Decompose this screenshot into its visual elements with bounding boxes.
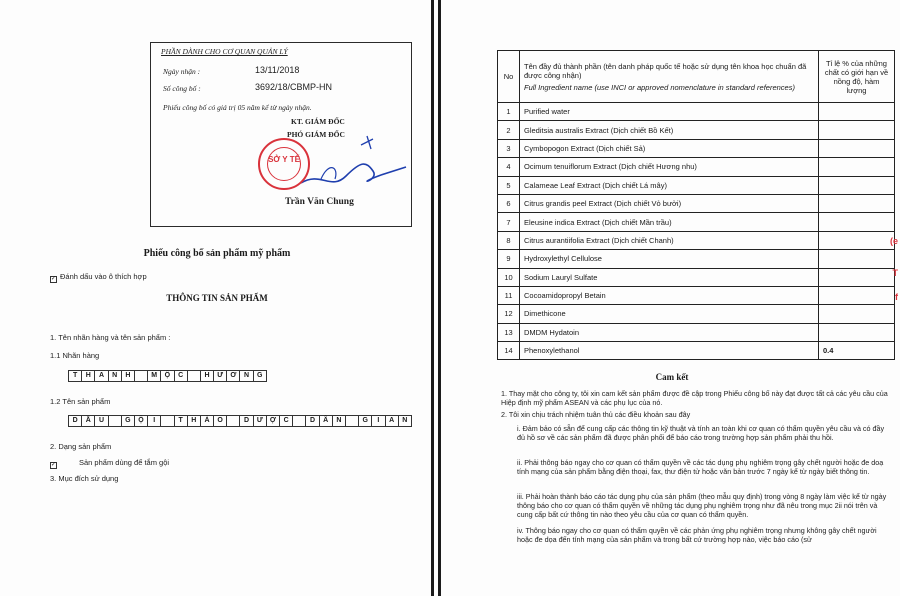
char-cell: Ơ bbox=[226, 370, 240, 382]
commitment-paragraph-1: 1. Thay mặt cho công ty, tôi xin cam kết sản phẩm được đề cập trong Phiếu công bố này đạt được tất cả các yêu cầu của Hiệp định mỹ phẩm ASEAN và các phụ lục của nó. bbox=[501, 389, 888, 407]
table-row bbox=[498, 158, 895, 176]
char-cell bbox=[292, 415, 306, 427]
red-seal-stamp bbox=[258, 138, 310, 190]
table-row bbox=[498, 121, 895, 139]
item-2-label: 2. Dạng sản phẩm bbox=[50, 442, 112, 451]
char-cell bbox=[134, 370, 148, 382]
char-cell: C bbox=[174, 370, 188, 382]
ingredients-body bbox=[498, 103, 895, 360]
char-cell: H bbox=[200, 370, 214, 382]
ingredient-number: 11 bbox=[498, 286, 520, 304]
ingredient-name: Hydroxylethyl Cellulose bbox=[520, 250, 819, 268]
commitment-item-iii: iii. Phải hoàn thành báo cáo tác dụng phụ của sản phẩm (theo mẫu quy định) trong vòng 8 ngày làm việc kể từ ngày thông báo cho cơ quan có thẩm quyền về những tác dụng phụ nghiêm trọng như đã nêu trong mục 2ii nói trên và cung cấp bất cứ thông tin nào theo yêu cầu của cơ quan có thẩm quyền. bbox=[517, 492, 887, 519]
char-cell: I bbox=[371, 415, 385, 427]
product-info-title: THÔNG TIN SẢN PHẨM bbox=[166, 293, 268, 303]
table-row bbox=[498, 323, 895, 341]
commitment-item-ii: ii. Phải thông báo ngay cho cơ quan có thẩm quyền về các tác dụng phụ nghiêm trọng gây chết người hoặc đe doạ tính mạng của sản phẩm bằng điện thoại, fax, thư điện tử hoặc văn bản trước 7 ngày kể từ ngày biết thông tin. bbox=[517, 458, 884, 476]
ingredient-name: Citrus aurantiifolia Extract (Dịch chiết Chanh) bbox=[520, 231, 819, 249]
table-header-row bbox=[498, 51, 895, 103]
char-cell: O bbox=[213, 415, 227, 427]
ingredient-number: 8 bbox=[498, 231, 520, 249]
table-row bbox=[498, 103, 895, 121]
table-row bbox=[498, 176, 895, 194]
ingredient-percentage bbox=[819, 176, 895, 194]
char-cell: Â bbox=[319, 415, 333, 427]
table-row bbox=[498, 231, 895, 249]
ingredient-number: 2 bbox=[498, 121, 520, 139]
ingredient-name: Phenoxylethanol bbox=[520, 342, 819, 360]
ingredient-name: Sodium Lauryl Sulfate bbox=[520, 268, 819, 286]
authority-header: PHẦN DÀNH CHO CƠ QUAN QUẢN LÝ bbox=[161, 47, 288, 56]
char-cell: C bbox=[279, 415, 293, 427]
table-row bbox=[498, 194, 895, 212]
char-cell: N bbox=[398, 415, 412, 427]
table-row bbox=[498, 139, 895, 157]
char-cell: M bbox=[147, 370, 161, 382]
ingredient-percentage bbox=[819, 194, 895, 212]
document-page-left bbox=[0, 0, 434, 596]
char-cell: H bbox=[81, 370, 95, 382]
ingredient-percentage bbox=[819, 250, 895, 268]
char-cell: N bbox=[332, 415, 346, 427]
char-cell: Ư bbox=[253, 415, 267, 427]
char-cell: Ư bbox=[213, 370, 227, 382]
ingredient-number: 4 bbox=[498, 158, 520, 176]
table-row bbox=[498, 286, 895, 304]
ingredient-percentage bbox=[819, 121, 895, 139]
signer-name: Trần Văn Chung bbox=[285, 197, 354, 207]
table-row bbox=[498, 250, 895, 268]
ingredient-percentage: 0.4 bbox=[819, 342, 895, 360]
char-cell: Ợ bbox=[266, 415, 280, 427]
table-row bbox=[498, 213, 895, 231]
char-cell: T bbox=[174, 415, 188, 427]
ingredient-name: Eleusine indica Extract (Dịch chiết Mần trầu) bbox=[520, 213, 819, 231]
authority-stamp-box bbox=[150, 42, 412, 227]
table-row bbox=[498, 268, 895, 286]
commitment-paragraph-2: 2. Tôi xin chịu trách nhiệm tuân thủ các điều khoản sau đây bbox=[501, 410, 691, 419]
char-cell bbox=[345, 415, 359, 427]
received-label: Ngày nhận : bbox=[163, 67, 201, 76]
ingredient-number: 7 bbox=[498, 213, 520, 231]
ingredient-number: 5 bbox=[498, 176, 520, 194]
char-cell: G bbox=[121, 415, 135, 427]
item-1-1-label: 1.1 Nhãn hàng bbox=[50, 351, 100, 360]
char-cell: T bbox=[68, 370, 82, 382]
char-cell: D bbox=[68, 415, 82, 427]
ingredient-number: 6 bbox=[498, 194, 520, 212]
brand-name-grid bbox=[68, 370, 266, 382]
char-cell: D bbox=[239, 415, 253, 427]
char-cell: A bbox=[385, 415, 399, 427]
announcement-number: 3692/18/CBMP-HN bbox=[255, 82, 333, 92]
char-cell bbox=[108, 415, 122, 427]
deputy-director-title: PHÓ GIÁM ĐỐC bbox=[287, 130, 345, 139]
header-no: No bbox=[498, 51, 520, 103]
char-cell: U bbox=[94, 415, 108, 427]
ingredient-percentage bbox=[819, 158, 895, 176]
ingredients-table bbox=[497, 50, 895, 360]
char-cell: N bbox=[108, 370, 122, 382]
commitment-item-i: i. Đảm bảo có sẵn để cung cấp các thông tin kỹ thuật và tính an toàn khi cơ quan có thẩm quyền yêu cầu và có đầy đủ hồ sơ về các sản phẩm đã được phân phối để báo cáo trong trường hợp sản phẩm phải thu hồi. bbox=[517, 424, 885, 442]
ingredient-name: Citrus grandis peel Extract (Dịch chiết Vỏ bưởi) bbox=[520, 194, 819, 212]
ingredient-name: Cymbopogon Extract (Dịch chiết Sả) bbox=[520, 139, 819, 157]
validity-note: Phiếu công bố có giá trị 05 năm kể từ ngày nhận. bbox=[163, 103, 312, 112]
char-cell bbox=[160, 415, 174, 427]
ingredient-name: Cocoamidopropyl Betain bbox=[520, 286, 819, 304]
char-cell: N bbox=[239, 370, 253, 382]
director-title: KT. GIÁM ĐỐC bbox=[291, 117, 345, 126]
char-cell bbox=[226, 415, 240, 427]
char-cell: D bbox=[305, 415, 319, 427]
ingredient-name: Ocimum tenuiflorum Extract (Dịch chiết Hương nhu) bbox=[520, 158, 819, 176]
number-label: Số công bố : bbox=[163, 84, 201, 93]
edge-seal-mark: T bbox=[892, 268, 898, 278]
ingredient-name: DMDM Hydatoin bbox=[520, 323, 819, 341]
product-name-grid bbox=[68, 415, 411, 427]
ingredient-percentage bbox=[819, 231, 895, 249]
item-1-label: 1. Tên nhãn hàng và tên sản phẩm : bbox=[50, 333, 171, 342]
edge-seal-mark: (e bbox=[889, 236, 898, 246]
item-3-label: 3. Mục đích sử dụng bbox=[50, 474, 119, 483]
edge-seal-mark: f bbox=[895, 292, 898, 302]
table-row bbox=[498, 305, 895, 323]
char-cell: H bbox=[121, 370, 135, 382]
ingredient-number: 14 bbox=[498, 342, 520, 360]
seal-label: SỞ Y TẾ bbox=[268, 155, 300, 164]
ingredient-number: 12 bbox=[498, 305, 520, 323]
commitment-item-iv: iv. Thông báo ngay cho cơ quan có thẩm quyền về các phản ứng phụ nghiêm trọng nhưng không gây chết người hoặc đe dọa đến tính mạng của sản phẩm và trong bất cứ trường hợp nào, việc báo cáo (sử bbox=[517, 526, 877, 544]
char-cell: Ộ bbox=[134, 415, 148, 427]
ingredient-number: 1 bbox=[498, 103, 520, 121]
char-cell: H bbox=[187, 415, 201, 427]
ingredient-percentage bbox=[819, 286, 895, 304]
checked-checkbox-icon: ✓ bbox=[51, 462, 57, 468]
commitment-title: Cam kết bbox=[655, 372, 689, 382]
ingredient-number: 9 bbox=[498, 250, 520, 268]
char-cell: Ầ bbox=[81, 415, 95, 427]
header-ingredient-name: Tên đầy đủ thành phần (tên danh pháp quốc tế hoặc sử dụng tên khoa học chuẩn đã được công nhận) Full Ingredient name (use INCI or approved nomenclature in standard references) bbox=[520, 51, 819, 103]
ingredient-name: Gleditsia australis Extract (Dịch chiết Bồ Kết) bbox=[520, 121, 819, 139]
ingredient-name: Dimethicone bbox=[520, 305, 819, 323]
table-row bbox=[498, 342, 895, 360]
char-cell: Ộ bbox=[160, 370, 174, 382]
ingredient-number: 3 bbox=[498, 139, 520, 157]
item-2-option: ✓ Sản phẩm dùng để tắm gội bbox=[51, 458, 170, 468]
form-title: Phiếu công bố sản phẩm mỹ phẩm bbox=[143, 248, 291, 259]
ingredient-name: Calameae Leaf Extract (Dịch chiết Lá mây) bbox=[520, 176, 819, 194]
char-cell: G bbox=[253, 370, 267, 382]
ingredient-number: 13 bbox=[498, 323, 520, 341]
header-percentage: Tỉ lệ % của những chất có giới hạn về nồng độ, hàm lượng bbox=[819, 51, 895, 103]
char-cell: I bbox=[147, 415, 161, 427]
ingredient-name: Purified water bbox=[520, 103, 819, 121]
char-cell: A bbox=[94, 370, 108, 382]
char-cell: Ả bbox=[200, 415, 214, 427]
ingredient-number: 10 bbox=[498, 268, 520, 286]
ingredient-percentage bbox=[819, 103, 895, 121]
ingredient-percentage bbox=[819, 305, 895, 323]
checked-checkbox-icon: ✓ bbox=[51, 276, 57, 282]
ingredient-percentage bbox=[819, 268, 895, 286]
char-cell bbox=[187, 370, 201, 382]
document-page-right bbox=[438, 0, 900, 596]
ingredient-percentage bbox=[819, 323, 895, 341]
check-note: ✓ Đánh dấu vào ô thích hợp bbox=[51, 272, 147, 282]
item-1-2-label: 1.2 Tên sản phẩm bbox=[50, 397, 111, 406]
ingredient-percentage bbox=[819, 213, 895, 231]
ingredient-percentage bbox=[819, 139, 895, 157]
received-date: 13/11/2018 bbox=[255, 65, 300, 75]
char-cell: G bbox=[358, 415, 372, 427]
